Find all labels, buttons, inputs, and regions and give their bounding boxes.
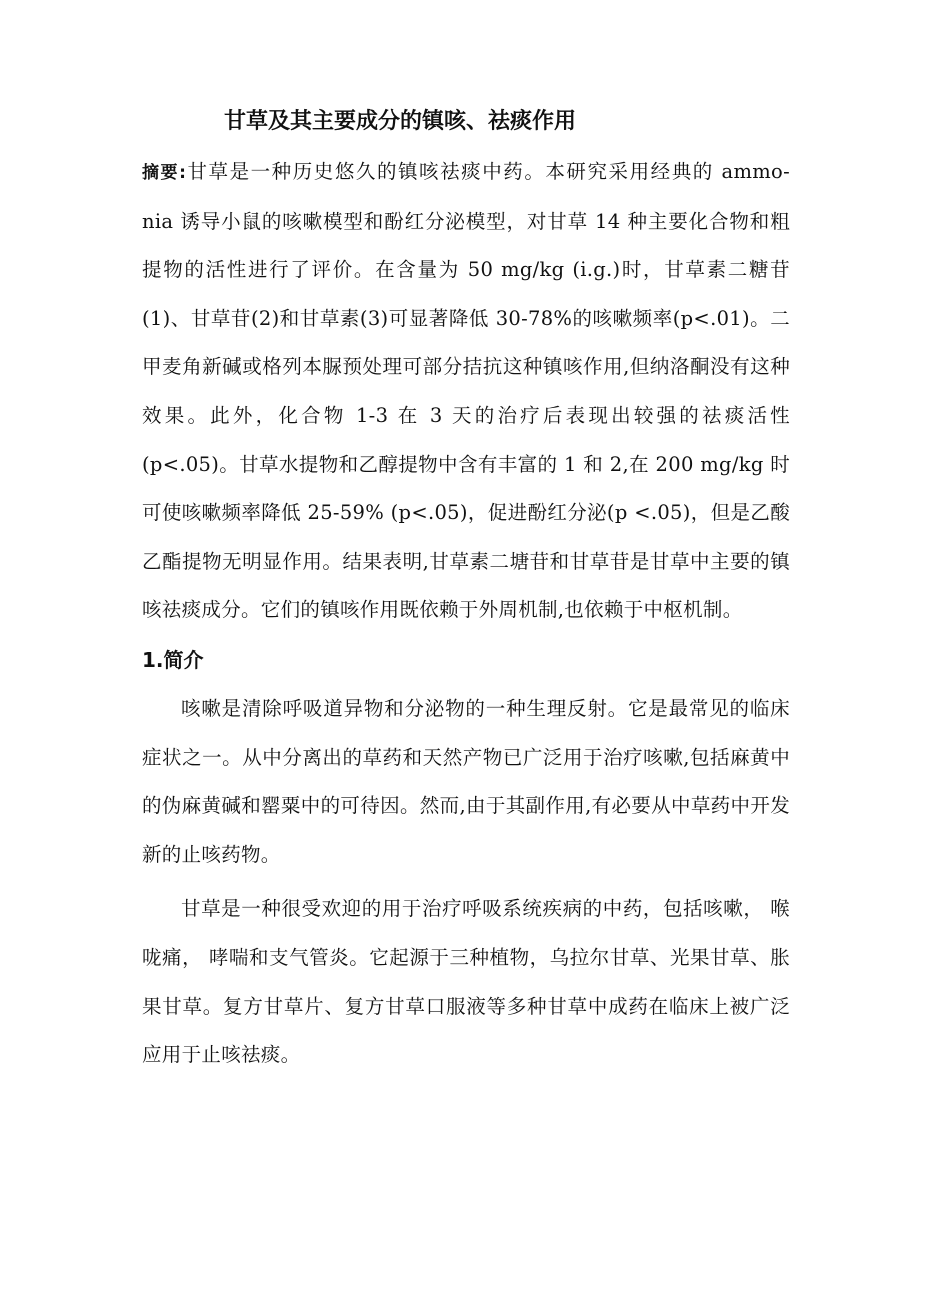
abstract-text: 甘草是一种历史悠久的镇咳祛痰中药。本研究采用经典的 ammo- nia 诱导小鼠的咳嗽模型和酚红分泌模型，对甘草 14 种主要化合物和粗提物的活性进行了评价。在含量为 50 mg/kg (i.g.)时，甘草素二糖苷(1)、甘草苷(2)和甘草素(3)可显著降低 30-78%的咳嗽频率(p<.01)。二甲麦角新碱或格列本脲预处理可部分拮抗这种镇咳作用,但纳洛酮没有这种效果。此外，化合物 1-3 在 3 天的治疗后表现出较强的祛痰活性(p<.05)。甘草水提物和乙醇提物中含有丰富的 1 和 2,在 200 mg/kg 时可使咳嗽频率降低 25-59% (p<.05)，促进酚红分泌(p <.05)，但是乙酸乙酯提物无明显作用。结果表明,甘草素二塘苷和甘草苷是甘草中主要的镇咳祛痰成分。它们的镇咳作用既依赖于外周机制,也依赖于中枢机制。 <box>142 160 790 622</box>
abstract-colon: : <box>179 163 187 183</box>
document-page <box>142 100 790 1080</box>
document-title: 甘草及其主要成分的镇咳、祛痰作用 <box>224 109 577 134</box>
intro-paragraph-2: 甘草是一种很受欢迎的用于治疗呼吸系统疾病的中药，包括咳嗽， 喉咙痛， 哮喘和支气管炎。它起源于三种植物，乌拉尔甘草、光果甘草、胀果甘草。复方甘草片、复方甘草口服液等多种甘草中成药在临床上被广泛应用于止咳祛痰。 <box>142 897 790 1067</box>
intro-paragraph-1: 咳嗽是清除呼吸道异物和分泌物的一种生理反射。它是最常见的临床症状之一。从中分离出的草药和天然产物已广泛用于治疗咳嗽,包括麻黄中的伪麻黄碱和罂粟中的可待因。然而,由于其副作用,有必要从中草药中开发新的止咳药物。 <box>142 696 790 866</box>
abstract-label: 摘要 <box>142 163 180 183</box>
abstract-paragraph <box>142 148 790 635</box>
section-heading-introduction: 1.简介 <box>142 647 204 672</box>
